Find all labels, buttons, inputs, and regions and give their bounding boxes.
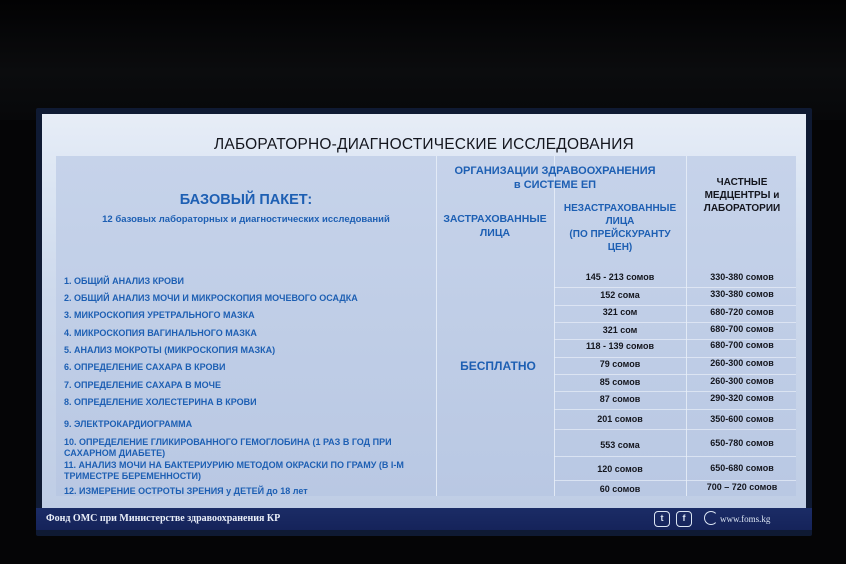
insured-header-line: ЗАСТРАХОВАННЫЕ xyxy=(443,213,547,225)
row-price: 152 сома xyxy=(600,290,640,300)
row-divider xyxy=(554,374,796,375)
row-divider xyxy=(554,287,796,288)
private-header xyxy=(688,176,796,215)
row-private-price: 260-300 сомов xyxy=(710,358,774,368)
row-price: 85 сомов xyxy=(599,377,641,387)
private-header-line: МЕДЦЕНТРЫ и xyxy=(704,190,780,201)
row-name: 7. ОПРЕДЕЛЕНИЕ САХАРА В МОЧЕ xyxy=(64,380,221,390)
row-price: 120 сомов xyxy=(597,464,643,474)
uninsured-header-line: НЕЗАСТРАХОВАННЫЕ xyxy=(563,203,677,214)
row-price: 321 сом xyxy=(602,325,638,335)
row-private-price: 680-720 сомов xyxy=(710,307,774,317)
row-name: 2. ОБЩИЙ АНАЛИЗ МОЧИ И МИКРОСКОПИЯ МОЧЕВОГО ОСАДКА xyxy=(64,293,358,303)
row-name: 12. ИЗМЕРЕНИЕ ОСТРОТЫ ЗРЕНИЯ у ДЕТЕЙ до 18 лет xyxy=(64,486,308,496)
row-name: 9. ЭЛЕКТРОКАРДИОГРАММА xyxy=(64,419,193,429)
row-price: 79 сомов xyxy=(599,359,641,369)
private-header-line: ЧАСТНЫЕ xyxy=(716,177,768,188)
column-divider xyxy=(554,156,555,496)
row-private-price: 650-680 сомов xyxy=(710,463,774,473)
row-private-price: 650-780 сомов xyxy=(710,438,774,448)
slide xyxy=(42,114,806,508)
row-price: 118 - 139 сомов xyxy=(586,341,654,351)
row-private-price: 290-320 сомов xyxy=(710,393,774,403)
facebook-icon: f xyxy=(676,511,692,527)
row-divider xyxy=(554,429,796,430)
row-name: 5. АНАЛИЗ МОКРОТЫ (МИКРОСКОПИЯ МАЗКА) xyxy=(64,345,276,355)
org-header xyxy=(448,164,662,192)
base-package-title: БАЗОВЫЙ ПАКЕТ: xyxy=(179,192,313,208)
base-package-subtitle: 12 базовых лабораторных и диагностических исследований xyxy=(102,214,390,225)
footer-url: www.foms.kg xyxy=(720,514,771,524)
slide-title: ЛАБОРАТОРНО-ДИАГНОСТИЧЕСКИЕ ИССЛЕДОВАНИЯ xyxy=(214,136,634,153)
row-private-price: 700 – 720 сомов xyxy=(706,482,778,492)
row-name: 1. ОБЩИЙ АНАЛИЗ КРОВИ xyxy=(64,276,184,286)
projection-screen xyxy=(36,108,812,536)
row-price: 201 сомов xyxy=(597,414,643,424)
row-private-price: 330-380 сомов xyxy=(710,289,774,299)
dark-background xyxy=(0,0,846,120)
insured-header xyxy=(436,212,554,240)
row-divider xyxy=(554,305,796,306)
row-private-price: 680-700 сомов xyxy=(710,340,774,350)
column-divider xyxy=(436,156,437,496)
row-price: 87 сомов xyxy=(599,394,641,404)
row-divider xyxy=(554,409,796,410)
row-private-price: 350-600 сомов xyxy=(710,414,774,424)
row-divider xyxy=(554,456,796,457)
free-label: БЕСПЛАТНО xyxy=(460,359,536,373)
row-price: 60 сомов xyxy=(599,484,641,494)
row-name: 6. ОПРЕДЕЛЕНИЕ САХАРА В КРОВИ xyxy=(64,362,226,372)
slide-footer xyxy=(36,508,812,530)
insured-header-line: ЛИЦА xyxy=(479,227,511,239)
uninsured-header-line: ЛИЦА xyxy=(605,216,635,227)
row-private-price: 260-300 сомов xyxy=(710,376,774,386)
row-name: 4. МИКРОСКОПИЯ ВАГИНАЛЬНОГО МАЗКА xyxy=(64,328,257,338)
row-price: 145 - 213 сомов xyxy=(585,272,655,282)
private-header-line: ЛАБОРАТОРИИ xyxy=(703,203,781,214)
row-name: 10. ОПРЕДЕЛЕНИЕ ГЛИКИРОВАННОГО ГЕМОГЛОБИНА (1 РАЗ В ГОД ПРИ САХАРНОМ ДИАБЕТЕ) xyxy=(64,437,392,458)
row-name: 11. АНАЛИЗ МОЧИ НА БАКТЕРИУРИЮ МЕТОДОМ ОКРАСКИ ПО ГРАМУ (В I-М ТРИМЕСТРЕ БЕРЕМЕННОСТИ) xyxy=(64,460,404,481)
row-name: 3. МИКРОСКОПИЯ УРЕТРАЛЬНОГО МАЗКА xyxy=(64,310,255,320)
row-private-price: 680-700 сомов xyxy=(710,324,774,334)
org-header-line: в СИСТЕМЕ ЕП xyxy=(513,179,597,191)
twitter-icon: t xyxy=(654,511,670,527)
row-divider xyxy=(554,322,796,323)
globe-icon xyxy=(704,511,718,525)
uninsured-header xyxy=(556,202,684,254)
org-header-line: ОРГАНИЗАЦИИ ЗДРАВООХРАНЕНИЯ xyxy=(454,165,656,177)
footer-organization: Фонд ОМС при Министерстве здравоохранения КР xyxy=(46,513,281,524)
row-price: 321 сом xyxy=(602,307,638,317)
price-table xyxy=(56,156,796,496)
column-divider xyxy=(686,156,687,496)
row-divider xyxy=(554,391,796,392)
row-private-price: 330-380 сомов xyxy=(710,272,774,282)
row-name: 8. ОПРЕДЕЛЕНИЕ ХОЛЕСТЕРИНА В КРОВИ xyxy=(64,397,257,407)
row-price: 553 сома xyxy=(600,440,640,450)
row-divider xyxy=(554,480,796,481)
uninsured-header-line: (ПО ПРЕЙСКУРАНТУ ЦЕН) xyxy=(569,229,671,253)
social-icons xyxy=(652,510,702,528)
